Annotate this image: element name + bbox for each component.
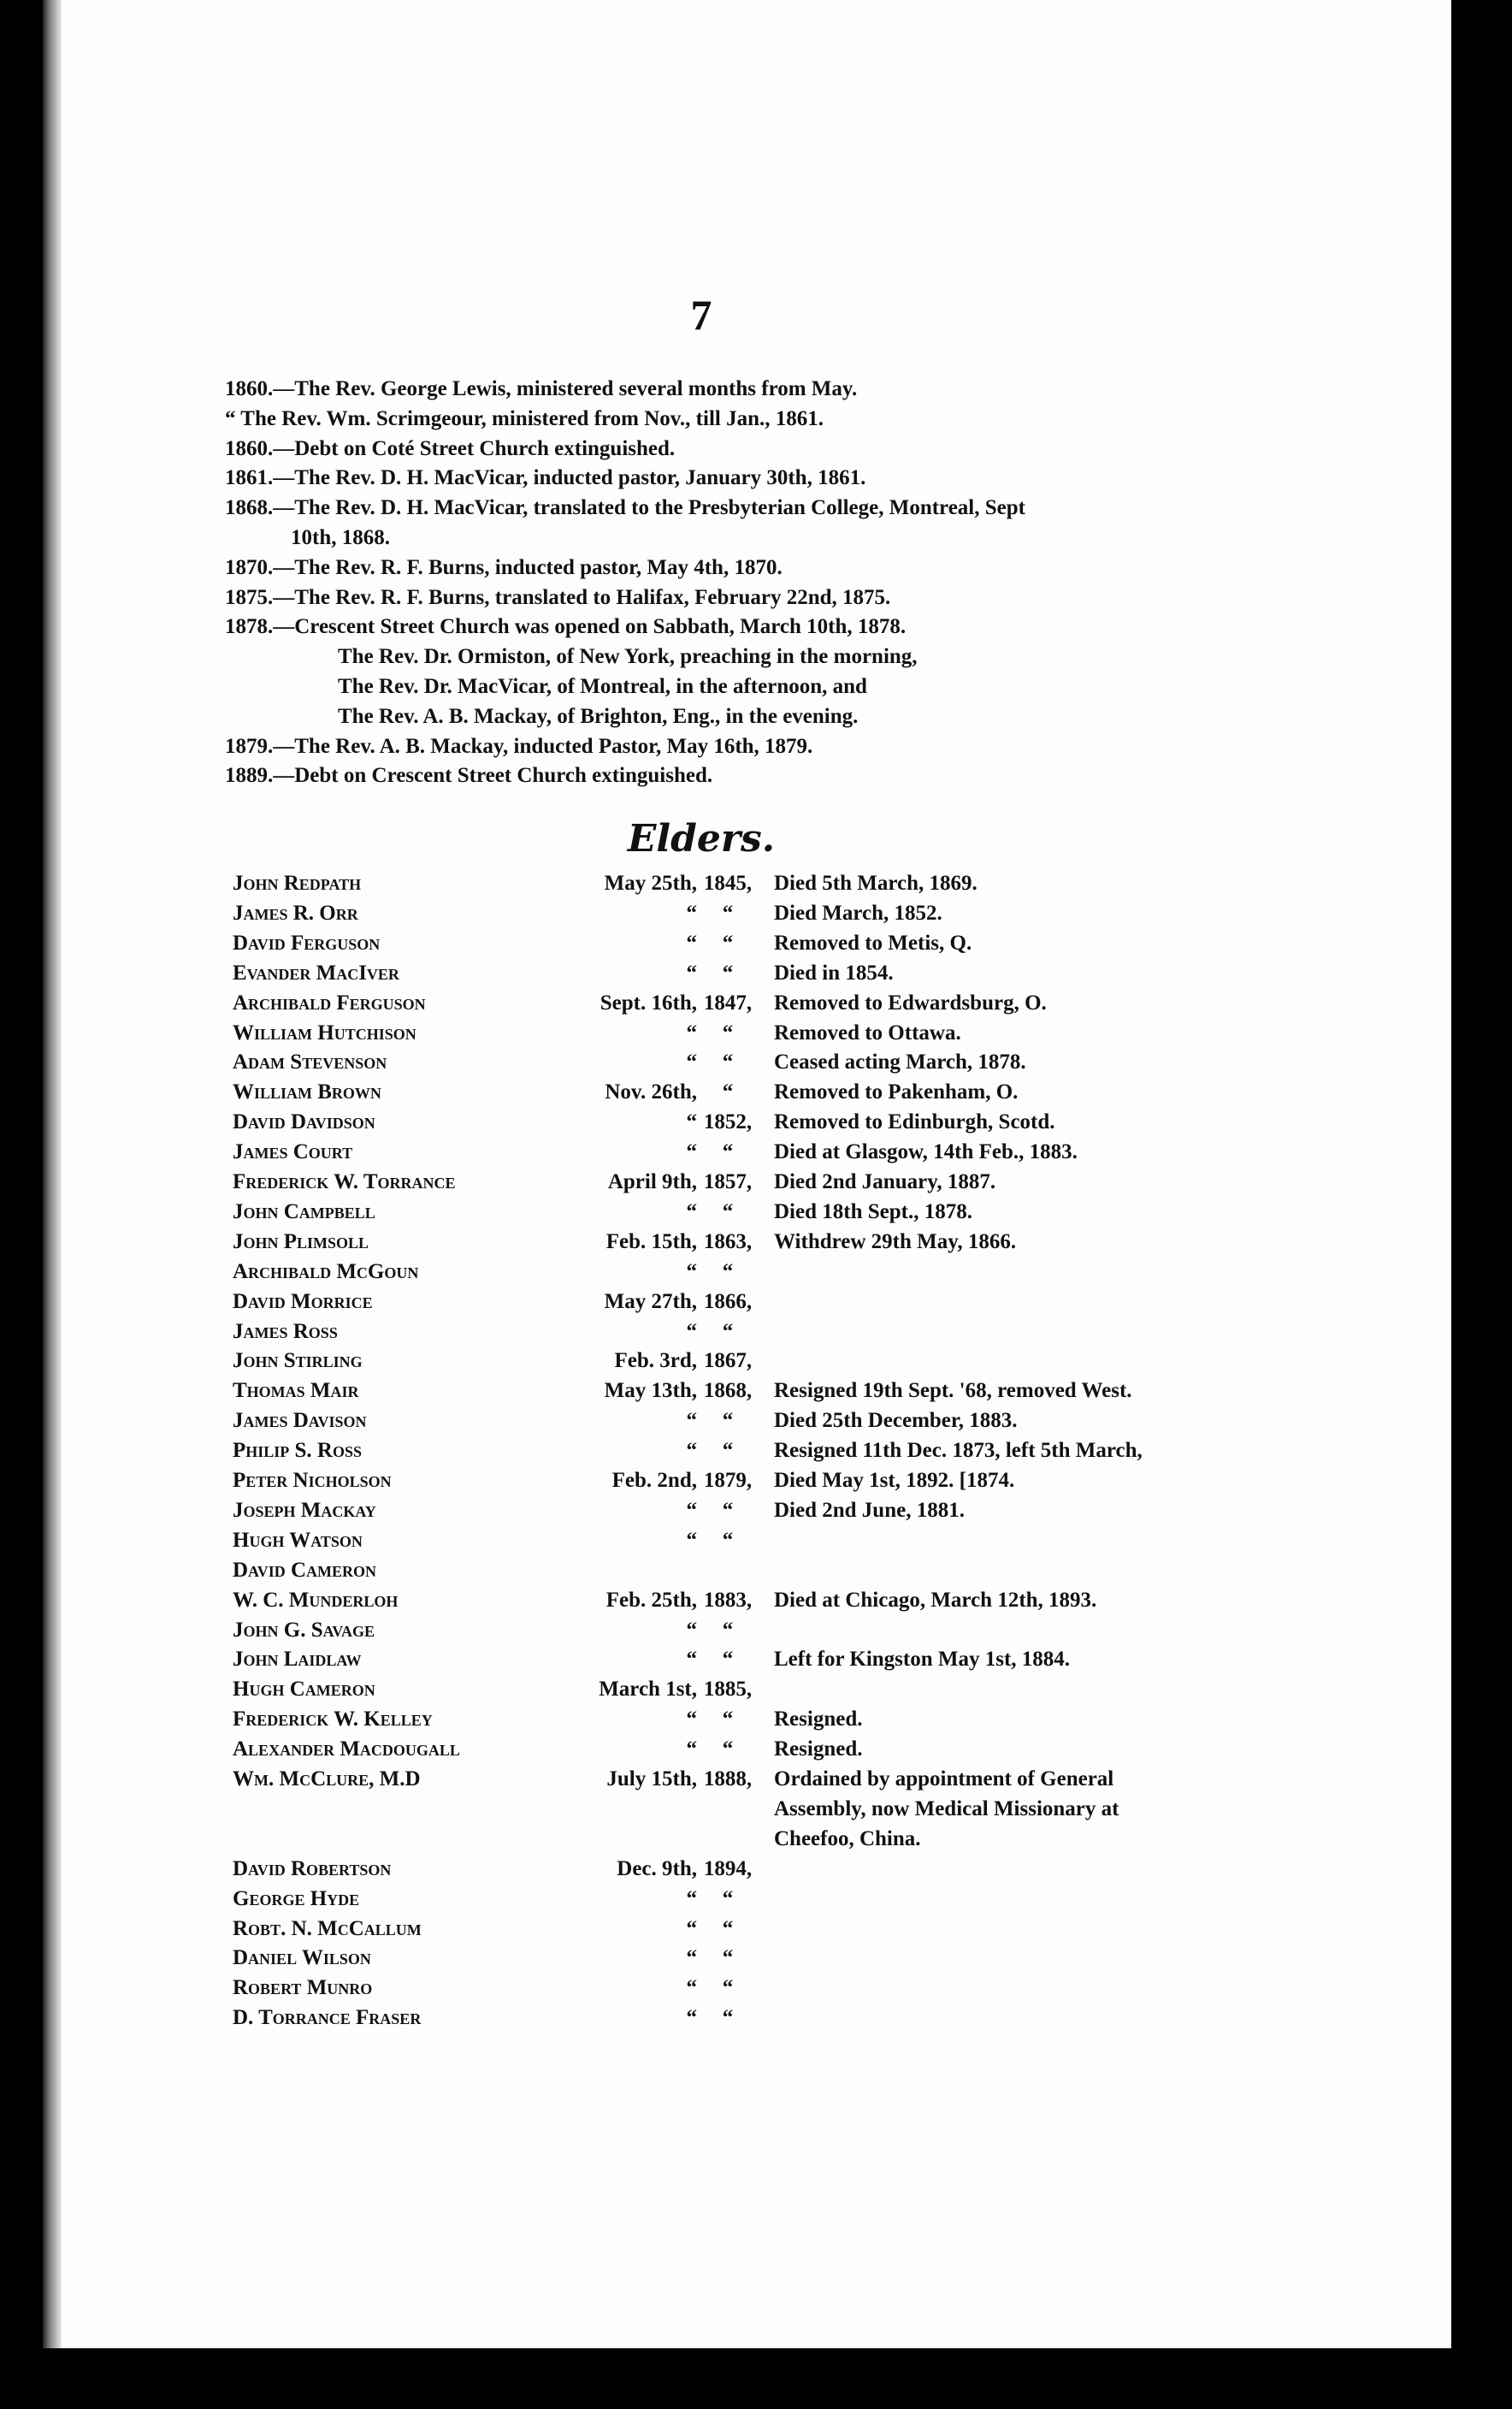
elder-name: Frederick W. Torrance <box>233 1170 456 1193</box>
elder-note: Ordained by appointment of General <box>774 1767 1114 1790</box>
right-border <box>1451 0 1512 2409</box>
elder-year: 1894, <box>703 1856 753 1880</box>
elder-note: Died 25th December, 1883. <box>774 1409 1018 1433</box>
elder-note: Died in 1854. <box>774 961 894 985</box>
elder-note: Died March, 1852. <box>774 901 942 925</box>
elder-name: John Stirling <box>233 1349 363 1373</box>
chronology-line: 1868.—The Rev. D. H. MacVicar, translated to the Presbyterian College, Montreal, Sept <box>225 496 1025 520</box>
elder-year: “ <box>722 1886 734 1910</box>
elder-date: Sept. 16th, <box>599 991 697 1015</box>
elder-note: Died May 1st, 1892. [1874. <box>774 1469 1015 1492</box>
elder-name: James Davison <box>233 1409 367 1433</box>
chronology-line: 1870.—The Rev. R. F. Burns, inducted pastor, May 4th, 1870. <box>225 555 783 579</box>
elder-note: Died 2nd June, 1881. <box>774 1498 965 1522</box>
elder-name: John Plimsoll <box>233 1229 369 1253</box>
elder-date: “ <box>686 1319 697 1343</box>
elder-name: Wm. McClure, M.D <box>233 1767 421 1790</box>
elder-name: Hugh Watson <box>233 1528 363 1552</box>
elder-year: “ <box>722 901 734 925</box>
elder-name: John Campbell <box>233 1199 375 1223</box>
elder-name: David Robertson <box>233 1856 392 1880</box>
elder-note: Died 5th March, 1869. <box>774 872 977 895</box>
bottom-border <box>0 2348 1512 2409</box>
elder-year: “ <box>722 1080 734 1104</box>
elder-name: David Ferguson <box>233 931 381 955</box>
elder-date: “ <box>686 1946 697 1970</box>
chronology-line: 1875.—The Rev. R. F. Burns, translated to Halifax, February 22nd, 1875. <box>225 585 891 609</box>
elder-name: W. C. Munderloh <box>233 1588 399 1612</box>
elder-year: 1866, <box>703 1289 753 1313</box>
elder-date: “ <box>686 1976 697 2000</box>
elder-year: “ <box>722 1648 734 1672</box>
chronology-line: The Rev. Dr. MacVicar, of Montreal, in the afternoon, and <box>338 675 867 698</box>
elder-year: “ <box>722 2006 734 2030</box>
elder-year: “ <box>722 1737 734 1761</box>
elder-name: James Ross <box>233 1319 338 1343</box>
elder-note: Resigned. <box>774 1737 863 1761</box>
elder-note: Cheefoo, China. <box>774 1826 921 1850</box>
elder-date: “ <box>686 1886 697 1910</box>
elder-note: Withdrew 29th May, 1866. <box>774 1229 1017 1253</box>
elder-name: David Cameron <box>233 1558 377 1582</box>
elder-year: 1857, <box>703 1170 753 1193</box>
elder-name: John G. Savage <box>233 1618 375 1642</box>
binding-edge <box>43 0 62 2348</box>
elder-note: Resigned 11th Dec. 1873, left 5th March, <box>774 1439 1143 1463</box>
elder-year: “ <box>722 1498 734 1522</box>
elder-date: “ <box>686 1498 697 1522</box>
elder-year: “ <box>722 1916 734 1940</box>
elder-note: Resigned 19th Sept. '68, removed West. <box>774 1379 1132 1403</box>
elder-year: “ <box>722 1259 734 1283</box>
elder-year: “ <box>722 1199 734 1223</box>
elder-name: David Morrice <box>233 1289 373 1313</box>
elder-date: “ <box>686 1021 697 1045</box>
elder-name: Joseph Mackay <box>233 1498 376 1522</box>
elder-note: Ceased acting March, 1878. <box>774 1051 1026 1074</box>
elder-note: Removed to Metis, Q. <box>774 931 972 955</box>
elder-date: “ <box>686 901 697 925</box>
elder-note: Died 2nd January, 1887. <box>774 1170 996 1193</box>
chronology-line: The Rev. Dr. Ormiston, of New York, preaching in the morning, <box>338 645 918 669</box>
elder-note: Left for Kingston May 1st, 1884. <box>774 1648 1071 1672</box>
elder-date: “ <box>686 961 697 985</box>
elder-year: 1888, <box>703 1767 753 1790</box>
elder-name: Thomas Mair <box>233 1379 359 1403</box>
elder-note: Died at Glasgow, 14th Feb., 1883. <box>774 1140 1078 1164</box>
elder-date: Feb. 2nd, <box>611 1469 697 1492</box>
elder-name: Peter Nicholson <box>233 1469 392 1492</box>
elder-date: “ <box>686 1648 697 1672</box>
elder-year: “ <box>722 1319 734 1343</box>
elder-note: Died 18th Sept., 1878. <box>774 1199 972 1223</box>
elder-year: “ <box>722 1528 734 1552</box>
elder-year: “ <box>722 1140 734 1164</box>
elder-name: Robt. N. McCallum <box>233 1916 422 1940</box>
elder-name: Frederick W. Kelley <box>233 1708 433 1731</box>
elder-name: Evander MacIver <box>233 961 399 985</box>
elder-name: John Laidlaw <box>233 1648 362 1672</box>
elder-note: Resigned. <box>774 1708 863 1731</box>
elder-name: Alexander Macdougall <box>233 1737 460 1761</box>
elder-name: Hugh Cameron <box>233 1678 375 1702</box>
elder-note: Removed to Edinburgh, Scotd. <box>774 1110 1055 1134</box>
elder-note: Removed to Pakenham, O. <box>774 1080 1019 1104</box>
chronology-line: “ The Rev. Wm. Scrimgeour, ministered from Nov., till Jan., 1861. <box>225 406 824 430</box>
elder-date: May 25th, <box>604 872 697 895</box>
elder-year: 1885, <box>703 1678 753 1702</box>
chronology-line: 1861.—The Rev. D. H. MacVicar, inducted pastor, January 30th, 1861. <box>225 466 866 490</box>
elder-date: “ <box>686 2006 697 2030</box>
elder-name: Archibald McGoun <box>233 1259 419 1283</box>
elder-date: May 27th, <box>604 1289 697 1313</box>
elder-date: April 9th, <box>607 1170 697 1193</box>
elder-year: “ <box>722 1051 734 1074</box>
elder-date: “ <box>686 1708 697 1731</box>
elder-name: George Hyde <box>233 1886 360 1910</box>
elder-year: “ <box>722 1976 734 2000</box>
elder-year: 1883, <box>703 1588 753 1612</box>
elder-year: “ <box>722 961 734 985</box>
elder-year: 1847, <box>703 991 753 1015</box>
elder-date: “ <box>686 1916 697 1940</box>
elder-date: “ <box>686 1409 697 1433</box>
elders-heading: Elders. <box>627 817 776 861</box>
elder-note: Removed to Edwardsburg, O. <box>774 991 1047 1015</box>
elder-year: 1852, <box>703 1110 753 1134</box>
elder-name: Robert Munro <box>233 1976 373 2000</box>
chronology-line: 1889.—Debt on Crescent Street Church extinguished. <box>225 764 713 788</box>
elder-date: “ <box>686 1140 697 1164</box>
elder-date: “ <box>686 1110 697 1134</box>
elder-name: James Court <box>233 1140 353 1164</box>
elder-year: 1845, <box>703 872 753 895</box>
elder-date: “ <box>686 1199 697 1223</box>
elder-name: Adam Stevenson <box>233 1051 387 1074</box>
elder-year: “ <box>722 1021 734 1045</box>
elder-date: “ <box>686 1737 697 1761</box>
elder-year: 1879, <box>703 1469 753 1492</box>
elder-name: David Davidson <box>233 1110 375 1134</box>
elder-date: “ <box>686 1051 697 1074</box>
elder-year: “ <box>722 1946 734 1970</box>
elder-name: James R. Orr <box>233 901 358 925</box>
elder-date: Feb. 3rd, <box>614 1349 697 1373</box>
elder-date: Dec. 9th, <box>617 1856 697 1880</box>
elder-year: “ <box>722 931 734 955</box>
elder-name: William Brown <box>233 1080 381 1104</box>
elder-year: “ <box>722 1409 734 1433</box>
elder-year: 1867, <box>703 1349 753 1373</box>
elder-name: John Redpath <box>233 872 362 895</box>
elder-note: Died at Chicago, March 12th, 1893. <box>774 1588 1097 1612</box>
elder-date: “ <box>686 1618 697 1642</box>
elder-name: Philip S. Ross <box>233 1439 363 1463</box>
elder-date: Feb. 25th, <box>605 1588 697 1612</box>
elder-date: “ <box>686 1259 697 1283</box>
elder-date: March 1st, <box>599 1678 697 1702</box>
elder-date: May 13th, <box>604 1379 697 1403</box>
elder-year: 1868, <box>703 1379 753 1403</box>
elder-name: Archibald Ferguson <box>233 991 426 1015</box>
elder-name: Daniel Wilson <box>233 1946 371 1970</box>
elder-date: Nov. 26th, <box>605 1080 697 1104</box>
elder-date: Feb. 15th, <box>605 1229 697 1253</box>
elder-name: D. Torrance Fraser <box>233 2006 422 2030</box>
elder-note: Removed to Ottawa. <box>774 1021 961 1045</box>
page-number: 7 <box>690 291 712 339</box>
elder-year: “ <box>722 1439 734 1463</box>
chronology-line: 10th, 1868. <box>291 526 390 549</box>
elder-date: “ <box>686 1439 697 1463</box>
elder-date: July 15th, <box>606 1767 697 1790</box>
elder-year: “ <box>722 1618 734 1642</box>
chronology-line: 1878.—Crescent Street Church was opened on Sabbath, March 10th, 1878. <box>225 615 907 639</box>
elder-date: “ <box>686 1528 697 1552</box>
chronology-line: 1860.—The Rev. George Lewis, ministered several months from May. <box>225 377 858 400</box>
chronology-line: 1879.—The Rev. A. B. Mackay, inducted Pastor, May 16th, 1879. <box>225 734 813 758</box>
chronology-line: The Rev. A. B. Mackay, of Brighton, Eng., in the evening. <box>338 704 859 728</box>
chronology-line: 1860.—Debt on Coté Street Church extinguished. <box>225 436 676 460</box>
elder-note: Assembly, now Medical Missionary at <box>774 1796 1119 1820</box>
elder-year: 1863, <box>703 1229 753 1253</box>
elder-year: “ <box>722 1708 734 1731</box>
elder-date: “ <box>686 931 697 955</box>
elder-name: William Hutchison <box>233 1021 416 1045</box>
